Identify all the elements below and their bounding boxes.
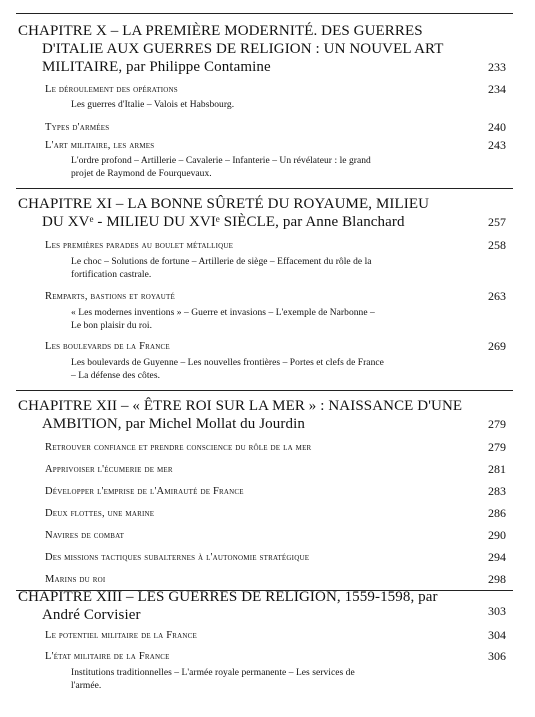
- section-title: L'art militaire, les armes: [45, 140, 155, 151]
- chapter-divider: [16, 390, 513, 391]
- chapter-title-line: André Corvisier: [42, 607, 141, 623]
- chapter-page-number: 233: [488, 60, 506, 74]
- section-subtopics: L'ordre profond – Artillerie – Cavalerie – Infanterie – Un révélateur : le grand: [71, 156, 371, 166]
- section-title: Le déroulement des opérations: [45, 84, 178, 95]
- section-page-number: 234: [488, 82, 506, 96]
- section-subtopics: Institutions traditionnelles – L'armée royale permanente – Les services de: [71, 668, 355, 678]
- section-page-number: 258: [488, 238, 506, 252]
- chapter-divider: [16, 188, 513, 189]
- section-page-number: 243: [488, 138, 506, 152]
- chapter-title-line: DU XVᵉ - MILIEU DU XVIᵉ SIÈCLE, par Anne Blanchard: [42, 214, 405, 230]
- section-subtopics: Le bon plaisir du roi.: [71, 321, 153, 331]
- section-subtopics: – La défense des côtes.: [71, 371, 160, 381]
- chapter-title-line: AMBITION, par Michel Mollat du Jourdin: [42, 416, 305, 432]
- chapter-title-xii: [18, 397, 478, 433]
- chapter-title-line: MILITAIRE, par Philippe Contamine: [42, 59, 271, 75]
- section-subtopics: l'armée.: [71, 681, 102, 691]
- section-title: Les premières parades au boulet métallique: [45, 240, 234, 251]
- chapter-title-line: CHAPITRE XI – LA BONNE SÛRETÉ DU ROYAUME, MILIEU: [18, 196, 430, 212]
- section-subtopics: « Les modernes inventions » – Guerre et invasions – L'exemple de Narbonne –: [71, 308, 375, 318]
- chapter-title-xi: [18, 195, 478, 231]
- section-title: L'état militaire de la France: [45, 651, 170, 662]
- section-page-number: 304: [488, 628, 506, 642]
- section-page-number: 298: [488, 572, 506, 586]
- section-page-number: 306: [488, 649, 506, 663]
- chapter-title-line: CHAPITRE X – LA PREMIÈRE MODERNITÉ. DES GUERRES: [18, 23, 423, 39]
- section-subtopics: Les guerres d'Italie – Valois et Habsbourg.: [71, 100, 235, 110]
- chapter-divider: [16, 13, 513, 14]
- section-title: Apprivoiser l'écumerie de mer: [45, 464, 173, 475]
- chapter-title-line: CHAPITRE XII – « ÊTRE ROI SUR LA MER » : NAISSANCE D'UNE: [18, 398, 463, 414]
- section-title: Remparts, bastions et royauté: [45, 291, 175, 302]
- section-page-number: 283: [488, 484, 506, 498]
- chapter-title-xiii: [18, 588, 478, 624]
- chapter-title-line: D'ITALIE AUX GUERRES DE RELIGION : UN NOUVEL ART: [42, 41, 444, 57]
- section-page-number: 269: [488, 339, 506, 353]
- chapter-title-x: [18, 22, 478, 76]
- section-page-number: 240: [488, 120, 506, 134]
- section-title: Le potentiel militaire de la France: [45, 630, 197, 641]
- chapter-title-line: CHAPITRE XIII – LES GUERRES DE RELIGION, 1559-1598, par: [18, 589, 438, 605]
- section-title: Développer l'emprise de l'Amirauté de France: [45, 486, 244, 497]
- section-page-number: 279: [488, 440, 506, 454]
- chapter-page-number: 257: [488, 215, 506, 229]
- section-subtopics: fortification castrale.: [71, 270, 152, 280]
- section-page-number: 286: [488, 506, 506, 520]
- chapter-page-number: 279: [488, 417, 506, 431]
- section-page-number: 263: [488, 289, 506, 303]
- section-subtopics: Les boulevards de Guyenne – Les nouvelles frontières – Portes et clefs de France: [71, 358, 384, 368]
- section-title: Deux flottes, une marine: [45, 508, 155, 519]
- section-title: Les boulevards de la France: [45, 341, 170, 352]
- section-title: Marins du roi: [45, 574, 106, 585]
- section-title: Navires de combat: [45, 530, 125, 541]
- section-page-number: 294: [488, 550, 506, 564]
- section-title: Des missions tactiques subalternes à l'autonomie stratégique: [45, 552, 310, 563]
- section-title: Retrouver confiance et prendre conscience du rôle de la mer: [45, 442, 312, 453]
- section-subtopics: Le choc – Solutions de fortune – Artillerie de siège – Effacement du rôle de la: [71, 257, 372, 267]
- section-subtopics: projet de Raymond de Fourquevaux.: [71, 169, 212, 179]
- chapter-page-number: 303: [488, 604, 506, 618]
- section-title: Types d'armées: [45, 122, 110, 133]
- section-page-number: 281: [488, 462, 506, 476]
- section-page-number: 290: [488, 528, 506, 542]
